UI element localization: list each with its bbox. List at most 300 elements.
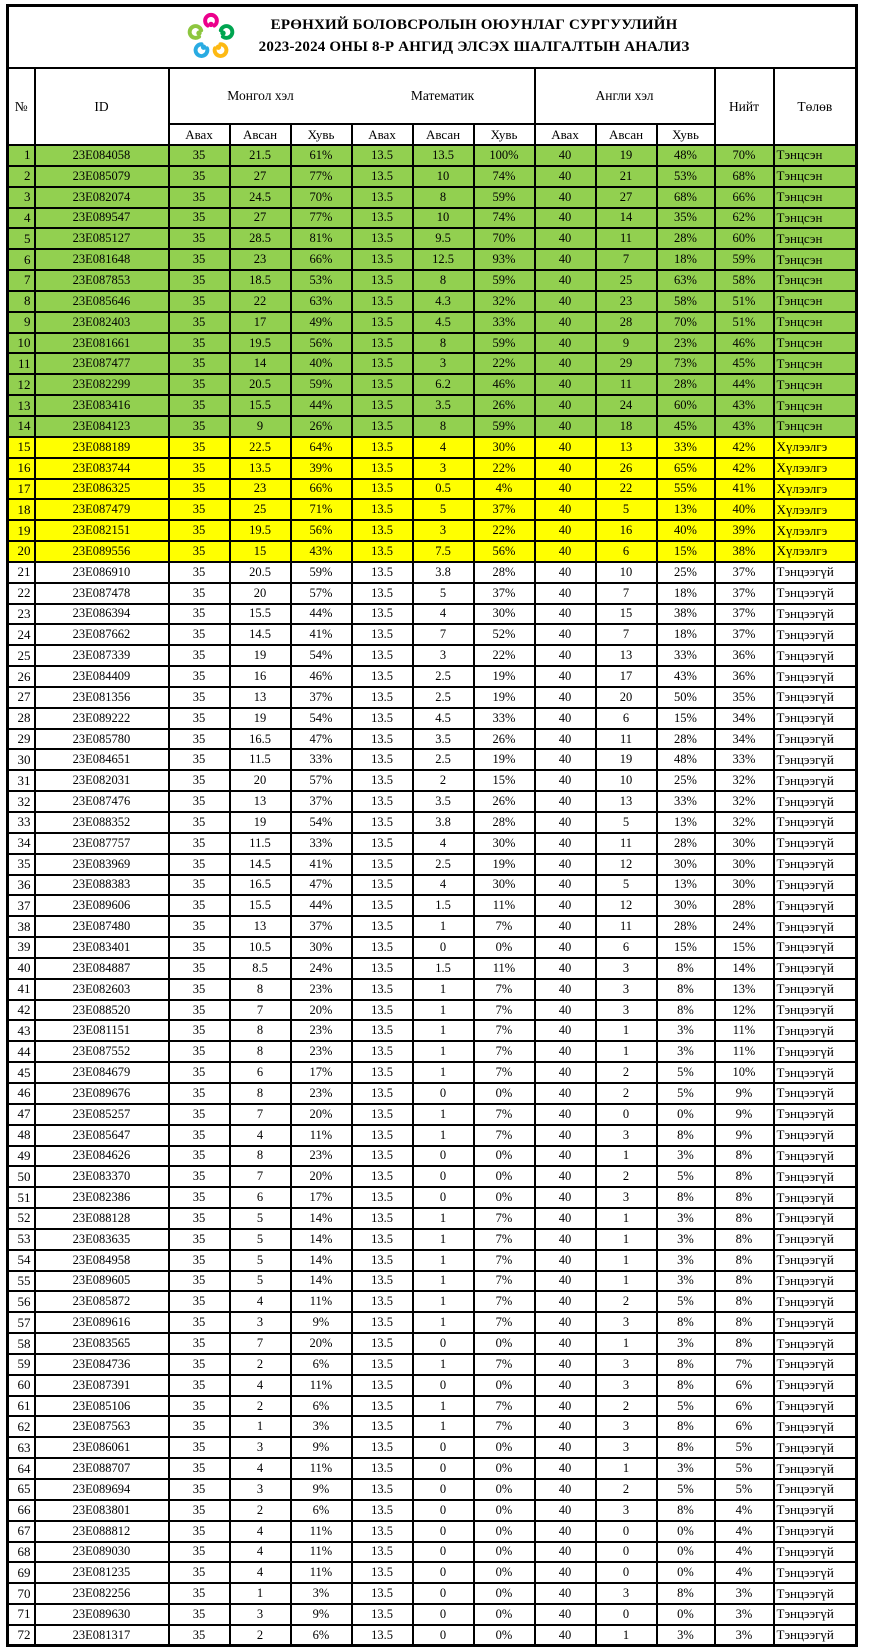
math-score: 4 xyxy=(413,604,474,625)
mgl-max: 35 xyxy=(169,291,230,312)
eng-percent: 8% xyxy=(657,1187,715,1208)
math-score: 8 xyxy=(413,333,474,354)
eng-score: 1 xyxy=(596,1146,657,1167)
status-label: Тэнцсэн xyxy=(774,333,857,354)
mgl-max: 35 xyxy=(169,666,230,687)
eng-max: 40 xyxy=(535,1562,596,1583)
row-number: 12 xyxy=(8,374,35,395)
math-score: 3 xyxy=(413,520,474,541)
total-percent: 13% xyxy=(715,979,774,1000)
mgl-percent: 56% xyxy=(291,520,352,541)
math-max: 13.5 xyxy=(352,1041,413,1062)
mgl-percent: 59% xyxy=(291,562,352,583)
status-label: Тэнцээгүй xyxy=(774,1000,857,1021)
mgl-score: 4 xyxy=(230,1542,291,1563)
status-label: Тэнцээгүй xyxy=(774,1166,857,1187)
math-max: 13.5 xyxy=(352,1062,413,1083)
total-percent: 12% xyxy=(715,1000,774,1021)
eng-max: 40 xyxy=(535,770,596,791)
student-id: 23E089676 xyxy=(35,1083,169,1104)
eng-score: 6 xyxy=(596,541,657,562)
math-percent: 7% xyxy=(474,1125,535,1146)
student-row xyxy=(8,791,857,812)
mgl-score: 16.5 xyxy=(230,729,291,750)
eng-percent: 5% xyxy=(657,1083,715,1104)
student-id: 23E088189 xyxy=(35,437,169,458)
math-max: 13.5 xyxy=(352,1000,413,1021)
math-score: 3.5 xyxy=(413,395,474,416)
math-score: 3 xyxy=(413,458,474,479)
student-row xyxy=(8,479,857,500)
eng-max: 40 xyxy=(535,1125,596,1146)
sub-header-avsan: Авсан xyxy=(230,124,291,145)
student-id: 23E087478 xyxy=(35,583,169,604)
student-id: 23E084409 xyxy=(35,666,169,687)
mgl-score: 19.5 xyxy=(230,333,291,354)
mgl-max: 35 xyxy=(169,1020,230,1041)
mgl-max: 35 xyxy=(169,1333,230,1354)
math-max: 13.5 xyxy=(352,437,413,458)
student-id: 23E088520 xyxy=(35,1000,169,1021)
eng-max: 40 xyxy=(535,353,596,374)
row-number: 18 xyxy=(8,499,35,520)
eng-percent: 18% xyxy=(657,624,715,645)
mgl-max: 35 xyxy=(169,1542,230,1563)
mgl-percent: 23% xyxy=(291,1020,352,1041)
sub-header-avsan: Авсан xyxy=(413,124,474,145)
math-max: 13.5 xyxy=(352,1604,413,1625)
eng-percent: 48% xyxy=(657,749,715,770)
student-row xyxy=(8,1208,857,1229)
eng-score: 23 xyxy=(596,291,657,312)
student-row xyxy=(8,228,857,249)
row-number: 46 xyxy=(8,1083,35,1104)
student-id: 23E087476 xyxy=(35,791,169,812)
student-row xyxy=(8,145,857,166)
mgl-max: 35 xyxy=(169,1083,230,1104)
mgl-max: 35 xyxy=(169,1625,230,1646)
math-percent: 0% xyxy=(474,1437,535,1458)
mgl-score: 28.5 xyxy=(230,228,291,249)
mgl-score: 15.5 xyxy=(230,895,291,916)
eng-score: 19 xyxy=(596,145,657,166)
eng-max: 40 xyxy=(535,1354,596,1375)
student-id: 23E086394 xyxy=(35,604,169,625)
student-row xyxy=(8,208,857,229)
status-label: Тэнцээгүй xyxy=(774,645,857,666)
total-percent: 35% xyxy=(715,687,774,708)
student-id: 23E081317 xyxy=(35,1625,169,1646)
status-label: Тэнцээгүй xyxy=(774,666,857,687)
total-percent: 7% xyxy=(715,1354,774,1375)
math-max: 13.5 xyxy=(352,875,413,896)
mgl-percent: 26% xyxy=(291,416,352,437)
eng-percent: 28% xyxy=(657,228,715,249)
eng-score: 3 xyxy=(596,1000,657,1021)
student-row xyxy=(8,499,857,520)
math-score: 1 xyxy=(413,1291,474,1312)
mgl-percent: 43% xyxy=(291,541,352,562)
row-number: 55 xyxy=(8,1271,35,1292)
student-id: 23E084058 xyxy=(35,145,169,166)
status-label: Тэнцээгүй xyxy=(774,1416,857,1437)
eng-percent: 5% xyxy=(657,1291,715,1312)
student-row xyxy=(8,1083,857,1104)
col-header-mongolian: Монгол хэл xyxy=(227,88,294,103)
eng-percent: 30% xyxy=(657,895,715,916)
row-number: 54 xyxy=(8,1250,35,1271)
math-percent: 7% xyxy=(474,1104,535,1125)
eng-percent: 28% xyxy=(657,729,715,750)
math-percent: 7% xyxy=(474,1396,535,1417)
student-row xyxy=(8,166,857,187)
math-score: 4 xyxy=(413,437,474,458)
mgl-score: 7 xyxy=(230,1104,291,1125)
status-label: Тэнцээгүй xyxy=(774,1458,857,1479)
student-id: 23E081235 xyxy=(35,1562,169,1583)
math-max: 13.5 xyxy=(352,249,413,270)
eng-max: 40 xyxy=(535,1333,596,1354)
math-score: 1 xyxy=(413,1416,474,1437)
mgl-max: 35 xyxy=(169,520,230,541)
eng-max: 40 xyxy=(535,479,596,500)
mgl-percent: 30% xyxy=(291,937,352,958)
mgl-score: 19 xyxy=(230,708,291,729)
eng-max: 40 xyxy=(535,708,596,729)
row-number: 42 xyxy=(8,1000,35,1021)
eng-score: 3 xyxy=(596,1312,657,1333)
eng-percent: 18% xyxy=(657,249,715,270)
mgl-score: 17 xyxy=(230,312,291,333)
math-max: 13.5 xyxy=(352,770,413,791)
mgl-score: 10.5 xyxy=(230,937,291,958)
math-percent: 26% xyxy=(474,729,535,750)
sub-header-avsan: Авсан xyxy=(596,124,657,145)
status-label: Тэнцээгүй xyxy=(774,1437,857,1458)
mgl-score: 5 xyxy=(230,1250,291,1271)
student-id: 23E083801 xyxy=(35,1500,169,1521)
mgl-percent: 9% xyxy=(291,1479,352,1500)
status-label: Тэнцээгүй xyxy=(774,1333,857,1354)
eng-percent: 0% xyxy=(657,1562,715,1583)
eng-max: 40 xyxy=(535,1062,596,1083)
row-number: 3 xyxy=(8,187,35,208)
mgl-max: 35 xyxy=(169,1104,230,1125)
mgl-percent: 54% xyxy=(291,645,352,666)
row-number: 33 xyxy=(8,812,35,833)
math-score: 1.5 xyxy=(413,895,474,916)
row-number: 49 xyxy=(8,1146,35,1167)
total-percent: 11% xyxy=(715,1020,774,1041)
status-label: Тэнцээгүй xyxy=(774,1208,857,1229)
mgl-max: 35 xyxy=(169,687,230,708)
total-percent: 15% xyxy=(715,937,774,958)
math-score: 1 xyxy=(413,916,474,937)
math-max: 13.5 xyxy=(352,1020,413,1041)
eng-percent: 65% xyxy=(657,458,715,479)
total-percent: 34% xyxy=(715,708,774,729)
math-percent: 7% xyxy=(474,916,535,937)
status-label: Тэнцсэн xyxy=(774,249,857,270)
eng-max: 40 xyxy=(535,145,596,166)
mgl-percent: 53% xyxy=(291,270,352,291)
math-max: 13.5 xyxy=(352,1146,413,1167)
math-score: 1 xyxy=(413,1250,474,1271)
mgl-percent: 77% xyxy=(291,166,352,187)
math-percent: 74% xyxy=(474,208,535,229)
status-label: Хүлээлгэ xyxy=(774,499,857,520)
math-score: 3.8 xyxy=(413,812,474,833)
mgl-score: 13 xyxy=(230,916,291,937)
eng-max: 40 xyxy=(535,1229,596,1250)
status-label: Хүлээлгэ xyxy=(774,520,857,541)
student-id: 23E084651 xyxy=(35,749,169,770)
eng-max: 40 xyxy=(535,270,596,291)
mgl-max: 35 xyxy=(169,791,230,812)
mgl-max: 35 xyxy=(169,1166,230,1187)
status-label: Тэнцээгүй xyxy=(774,1604,857,1625)
total-percent: 8% xyxy=(715,1250,774,1271)
mgl-percent: 44% xyxy=(291,895,352,916)
eng-percent: 28% xyxy=(657,916,715,937)
eng-max: 40 xyxy=(535,166,596,187)
status-label: Тэнцээгүй xyxy=(774,1542,857,1563)
row-number: 65 xyxy=(8,1479,35,1500)
eng-score: 1 xyxy=(596,1271,657,1292)
eng-score: 5 xyxy=(596,812,657,833)
math-score: 10 xyxy=(413,208,474,229)
sub-header-huvi: Хувь xyxy=(474,124,535,145)
math-max: 13.5 xyxy=(352,1521,413,1542)
eng-score: 20 xyxy=(596,687,657,708)
math-percent: 7% xyxy=(474,1208,535,1229)
student-id: 23E085127 xyxy=(35,228,169,249)
math-score: 2.5 xyxy=(413,666,474,687)
eng-score: 7 xyxy=(596,583,657,604)
eng-max: 40 xyxy=(535,958,596,979)
status-label: Хүлээлгэ xyxy=(774,458,857,479)
eng-score: 1 xyxy=(596,1250,657,1271)
student-id: 23E089547 xyxy=(35,208,169,229)
student-row xyxy=(8,1291,857,1312)
mgl-percent: 17% xyxy=(291,1187,352,1208)
mgl-max: 35 xyxy=(169,1375,230,1396)
math-score: 0 xyxy=(413,1375,474,1396)
row-number: 34 xyxy=(8,833,35,854)
mgl-percent: 57% xyxy=(291,583,352,604)
row-number: 19 xyxy=(8,520,35,541)
mgl-max: 35 xyxy=(169,1187,230,1208)
mgl-percent: 37% xyxy=(291,916,352,937)
student-row xyxy=(8,1271,857,1292)
mgl-score: 20 xyxy=(230,770,291,791)
title-block xyxy=(8,6,857,69)
math-max: 13.5 xyxy=(352,1354,413,1375)
mgl-percent: 11% xyxy=(291,1458,352,1479)
math-score: 5 xyxy=(413,499,474,520)
student-row xyxy=(8,1562,857,1583)
row-number: 2 xyxy=(8,166,35,187)
mgl-score: 5 xyxy=(230,1271,291,1292)
mgl-score: 3 xyxy=(230,1312,291,1333)
math-percent: 7% xyxy=(474,1354,535,1375)
total-percent: 58% xyxy=(715,270,774,291)
eng-score: 13 xyxy=(596,437,657,458)
mgl-score: 14 xyxy=(230,353,291,374)
eng-percent: 3% xyxy=(657,1229,715,1250)
student-id: 23E082403 xyxy=(35,312,169,333)
math-score: 0 xyxy=(413,1500,474,1521)
student-id: 23E083370 xyxy=(35,1166,169,1187)
eng-score: 3 xyxy=(596,1125,657,1146)
total-percent: 60% xyxy=(715,228,774,249)
math-max: 13.5 xyxy=(352,208,413,229)
col-header-total: Нийт xyxy=(715,68,774,145)
row-number: 24 xyxy=(8,624,35,645)
eng-score: 27 xyxy=(596,187,657,208)
student-id: 23E083401 xyxy=(35,937,169,958)
math-score: 0 xyxy=(413,1437,474,1458)
mgl-max: 35 xyxy=(169,833,230,854)
row-number: 17 xyxy=(8,479,35,500)
math-percent: 37% xyxy=(474,499,535,520)
row-number: 29 xyxy=(8,729,35,750)
total-percent: 4% xyxy=(715,1521,774,1542)
status-label: Тэнцээгүй xyxy=(774,1187,857,1208)
math-max: 13.5 xyxy=(352,979,413,1000)
math-score: 0 xyxy=(413,1458,474,1479)
student-row xyxy=(8,1125,857,1146)
math-percent: 28% xyxy=(474,812,535,833)
mgl-max: 35 xyxy=(169,333,230,354)
eng-max: 40 xyxy=(535,1000,596,1021)
student-row xyxy=(8,291,857,312)
row-number: 63 xyxy=(8,1437,35,1458)
math-percent: 56% xyxy=(474,541,535,562)
status-label: Хүлээлгэ xyxy=(774,541,857,562)
math-max: 13.5 xyxy=(352,541,413,562)
eng-score: 3 xyxy=(596,979,657,1000)
total-percent: 4% xyxy=(715,1562,774,1583)
total-percent: 6% xyxy=(715,1375,774,1396)
math-score: 0 xyxy=(413,1187,474,1208)
mgl-max: 35 xyxy=(169,374,230,395)
eng-score: 10 xyxy=(596,770,657,791)
eng-percent: 3% xyxy=(657,1458,715,1479)
math-percent: 19% xyxy=(474,749,535,770)
eng-max: 40 xyxy=(535,1208,596,1229)
exam-analysis-table xyxy=(6,4,858,1647)
eng-percent: 58% xyxy=(657,291,715,312)
math-max: 13.5 xyxy=(352,353,413,374)
math-percent: 7% xyxy=(474,1020,535,1041)
status-label: Тэнцээгүй xyxy=(774,1062,857,1083)
eng-score: 29 xyxy=(596,353,657,374)
total-percent: 37% xyxy=(715,624,774,645)
mgl-score: 24.5 xyxy=(230,187,291,208)
total-percent: 30% xyxy=(715,875,774,896)
math-percent: 26% xyxy=(474,791,535,812)
math-max: 13.5 xyxy=(352,916,413,937)
mgl-max: 35 xyxy=(169,541,230,562)
math-score: 5 xyxy=(413,583,474,604)
student-row xyxy=(8,1146,857,1167)
math-max: 13.5 xyxy=(352,187,413,208)
status-label: Тэнцсэн xyxy=(774,166,857,187)
mgl-max: 35 xyxy=(169,1583,230,1604)
col-header-id: ID xyxy=(35,68,169,145)
math-percent: 100% xyxy=(474,145,535,166)
mgl-percent: 47% xyxy=(291,875,352,896)
mgl-score: 16.5 xyxy=(230,875,291,896)
mgl-percent: 41% xyxy=(291,624,352,645)
mgl-percent: 37% xyxy=(291,791,352,812)
eng-percent: 33% xyxy=(657,791,715,812)
row-number: 38 xyxy=(8,916,35,937)
total-percent: 66% xyxy=(715,187,774,208)
student-row xyxy=(8,812,857,833)
eng-max: 40 xyxy=(535,1521,596,1542)
mgl-percent: 11% xyxy=(291,1125,352,1146)
student-row xyxy=(8,1625,857,1646)
total-percent: 44% xyxy=(715,374,774,395)
mgl-score: 19 xyxy=(230,812,291,833)
row-number: 23 xyxy=(8,604,35,625)
row-number: 26 xyxy=(8,666,35,687)
school-logo-icon xyxy=(183,9,239,65)
mgl-percent: 6% xyxy=(291,1625,352,1646)
status-label: Тэнцээгүй xyxy=(774,1083,857,1104)
mgl-max: 35 xyxy=(169,729,230,750)
mgl-score: 13.5 xyxy=(230,458,291,479)
math-max: 13.5 xyxy=(352,833,413,854)
student-id: 23E089694 xyxy=(35,1479,169,1500)
eng-score: 10 xyxy=(596,562,657,583)
student-row xyxy=(8,1333,857,1354)
status-label: Тэнцээгүй xyxy=(774,916,857,937)
mgl-max: 35 xyxy=(169,1500,230,1521)
eng-percent: 48% xyxy=(657,145,715,166)
sub-header-avah: Авах xyxy=(169,124,230,145)
mgl-percent: 47% xyxy=(291,729,352,750)
math-score: 1 xyxy=(413,1062,474,1083)
mgl-max: 35 xyxy=(169,812,230,833)
math-max: 13.5 xyxy=(352,645,413,666)
math-percent: 19% xyxy=(474,854,535,875)
status-label: Тэнцээгүй xyxy=(774,1041,857,1062)
eng-percent: 25% xyxy=(657,562,715,583)
math-percent: 7% xyxy=(474,979,535,1000)
student-row xyxy=(8,1312,857,1333)
mgl-score: 3 xyxy=(230,1479,291,1500)
mgl-max: 35 xyxy=(169,416,230,437)
eng-max: 40 xyxy=(535,437,596,458)
math-score: 0 xyxy=(413,1604,474,1625)
sub-header-avah: Авах xyxy=(535,124,596,145)
total-percent: 24% xyxy=(715,916,774,937)
mgl-percent: 11% xyxy=(291,1291,352,1312)
eng-max: 40 xyxy=(535,937,596,958)
student-row xyxy=(8,1000,857,1021)
eng-max: 40 xyxy=(535,458,596,479)
eng-percent: 33% xyxy=(657,437,715,458)
row-number: 60 xyxy=(8,1375,35,1396)
eng-score: 1 xyxy=(596,1458,657,1479)
eng-max: 40 xyxy=(535,812,596,833)
math-max: 13.5 xyxy=(352,729,413,750)
row-number: 20 xyxy=(8,541,35,562)
eng-score: 3 xyxy=(596,958,657,979)
